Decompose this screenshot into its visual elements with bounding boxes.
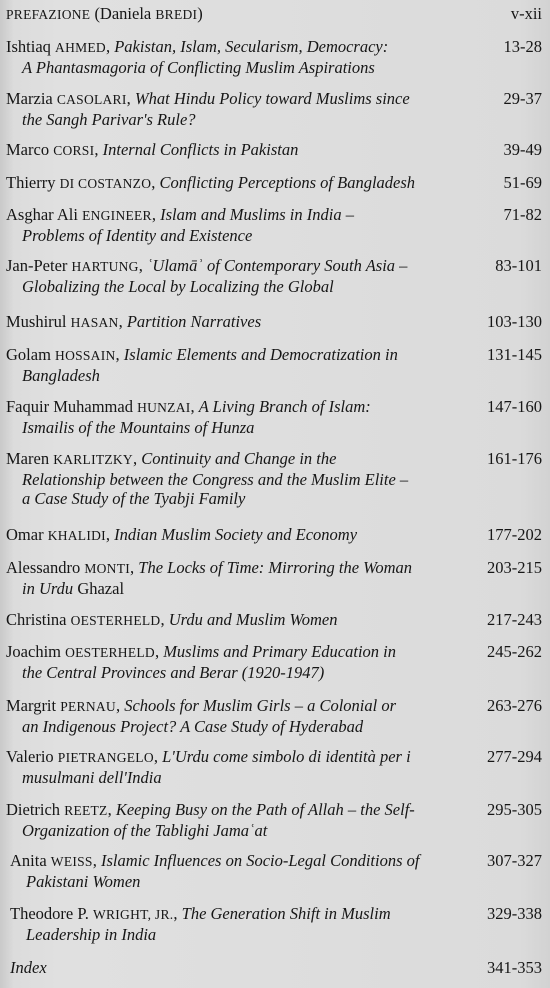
toc-title: Muslims and Primary Education in: [163, 642, 397, 661]
toc-title: Indian Muslim Society and Economy: [114, 525, 358, 544]
toc-line: [6, 256, 446, 277]
toc-surname: WRIGHT, JR.: [92, 907, 174, 922]
toc-author: (Daniela: [90, 4, 156, 23]
toc-page-range: 103-130: [487, 312, 542, 331]
toc-separator: ,: [92, 851, 101, 870]
toc-line: [6, 4, 446, 25]
toc-title: Urdu and Muslim Women: [168, 610, 338, 629]
toc-separator: ,: [115, 696, 125, 715]
toc-author: Asghar Ali: [6, 205, 83, 224]
toc-separator: ,: [94, 140, 103, 159]
toc-separator: ,: [105, 525, 115, 544]
toc-line: [10, 851, 446, 872]
toc-surname: CORSI: [53, 143, 95, 158]
toc-title-continuation: [6, 579, 446, 599]
toc-author: Faquir Muhammad: [6, 397, 138, 416]
toc-surname: HASAN: [70, 315, 119, 330]
toc-title: Islam and Muslims in India –: [160, 205, 354, 224]
toc-line: [6, 525, 446, 546]
toc-separator: ,: [190, 397, 199, 416]
toc-author: Margrit: [6, 696, 61, 715]
toc-line: [6, 345, 446, 366]
toc-surname: REETZ: [64, 803, 108, 818]
toc-author: Christina: [6, 610, 71, 629]
toc-surname: OESTERHELD: [70, 613, 161, 628]
toc-separator: ,: [160, 610, 169, 629]
toc-line: [6, 312, 446, 333]
toc-line: [6, 205, 446, 226]
toc-page-range: 263-276: [487, 696, 542, 715]
toc-author: ): [197, 4, 203, 23]
toc-title: A Living Branch of Islam:: [198, 397, 371, 416]
toc-title: Partition Narratives: [126, 312, 262, 331]
toc-title: Keeping Busy on the Path of Allah – the Self-: [115, 800, 415, 819]
toc-separator: ,: [151, 173, 160, 192]
toc-title-part: in Urdu: [22, 578, 74, 598]
toc-title-continuation: Ismailis of the Mountains of Hunza: [22, 417, 255, 437]
toc-page-range: 147-160: [487, 397, 542, 416]
toc-line: [6, 173, 446, 194]
toc-page-range: 13-28: [503, 37, 542, 56]
toc-separator: ,: [151, 205, 161, 224]
toc-title: What Hindu Policy toward Muslims since: [134, 89, 410, 108]
toc-separator: ,: [130, 558, 139, 577]
toc-author: Ishtiaq: [6, 37, 56, 56]
toc-author: Marzia: [6, 89, 57, 108]
toc-line: [6, 89, 446, 110]
toc-surname: PERNAU: [60, 699, 116, 714]
toc-author: Theodore P.: [10, 904, 93, 923]
toc-title: Pakistan, Islam, Secularism, Democracy:: [114, 37, 389, 56]
toc-page-range: 29-37: [503, 89, 542, 108]
toc-title-continuation: the Central Provinces and Berar (1920-1947): [22, 662, 325, 682]
toc-title: Islamic Influences on Socio-Legal Conditions of: [100, 851, 420, 870]
toc-author: Mushirul: [6, 312, 71, 331]
toc-title: L'Urdu come simbolo di identità per i: [162, 747, 411, 766]
toc-author: Thierry: [6, 173, 60, 192]
toc-page-range: 83-101: [495, 256, 542, 275]
toc-title-roman-part: Ghazal: [73, 578, 125, 598]
toc-line: [6, 449, 446, 470]
toc-author: Marco: [6, 140, 54, 159]
toc-author: Joachim: [6, 642, 66, 661]
toc-surname: KHALIDI: [47, 528, 106, 543]
toc-surname: PIETRANGELO: [57, 750, 154, 765]
toc-surname: MONTI: [84, 561, 131, 576]
toc-line: [6, 696, 446, 717]
toc-line: [10, 904, 446, 925]
toc-page-range: 39-49: [503, 140, 542, 159]
toc-surname: AHMED: [55, 40, 106, 55]
toc-surname: HOSSAIN: [55, 348, 116, 363]
toc-surname: OESTERHELD: [65, 645, 155, 660]
toc-separator: ,: [132, 449, 142, 468]
toc-title-continuation: a Case Study of the Tyabji Family: [22, 489, 246, 508]
toc-surname: BREDI: [155, 7, 198, 22]
toc-page-range: 161-176: [487, 449, 542, 468]
toc-title-continuation: Globalizing the Local by Localizing the Global: [22, 276, 334, 296]
toc-title-continuation: Relationship between the Congress and the Muslim Elite –: [22, 469, 409, 489]
toc-surname: HARTUNG: [71, 259, 139, 274]
toc-title-continuation: Problems of Identity and Existence: [22, 225, 253, 245]
toc-author: Golam: [6, 345, 56, 364]
toc-title-continuation: the Sangh Parivar's Rule?: [22, 109, 196, 129]
toc-page-range: 177-202: [487, 525, 542, 544]
toc-page-range: 329-338: [487, 904, 542, 923]
toc-title: Index: [10, 958, 47, 977]
toc-title-continuation: Pakistani Women: [26, 871, 141, 891]
toc-surname: DI COSTANZO: [59, 176, 152, 191]
toc-title: The Locks of Time: Mirroring the Woman: [138, 558, 413, 577]
toc-separator: ,: [173, 904, 182, 923]
toc-title: Conflicting Perceptions of Bangladesh: [159, 173, 416, 192]
toc-line: [6, 610, 446, 631]
toc-page-range: v-xii: [510, 4, 542, 23]
toc-line: [6, 140, 446, 161]
toc-line: [6, 800, 446, 821]
toc-line: [6, 37, 446, 58]
toc-page-range: 203-215: [487, 558, 542, 577]
toc-separator: ,: [153, 747, 163, 766]
toc-separator: ,: [105, 37, 115, 56]
toc-separator: ,: [126, 89, 135, 108]
toc-line: [6, 397, 446, 418]
toc-line: [6, 558, 446, 579]
toc-page-range: 307-327: [487, 851, 542, 870]
toc-title-continuation: Leadership in India: [26, 924, 157, 944]
toc-title: Continuity and Change in the: [141, 449, 337, 468]
toc-author: Alessandro: [6, 558, 85, 577]
toc-title: Schools for Muslim Girls – a Colonial or: [124, 696, 397, 715]
toc-author: Omar: [6, 525, 48, 544]
toc-title: Islamic Elements and Democratization in: [123, 345, 398, 364]
toc-title-continuation: an Indigenous Project? A Case Study of Hyderabad: [22, 716, 364, 736]
toc-surname: CASOLARI: [56, 92, 127, 107]
toc-page-range: 131-145: [487, 345, 542, 364]
toc-separator: ,: [115, 345, 124, 364]
toc-author: Anita: [10, 851, 51, 870]
toc-line: [6, 642, 446, 663]
toc-surname: KARLITZKY: [53, 452, 133, 467]
toc-author: Maren: [6, 449, 54, 468]
toc-title-continuation: A Phantasmagoria of Conflicting Muslim Aspirations: [22, 57, 375, 77]
toc-separator: ,: [154, 642, 164, 661]
toc-title-continuation: Organization of the Tablighi Jamaʿat: [22, 820, 268, 840]
toc-page-range: 71-82: [503, 205, 542, 224]
toc-author: Jan-Peter: [6, 256, 72, 275]
toc-line: [6, 747, 446, 768]
toc-surname: PREFAZIONE: [6, 7, 91, 22]
toc-page-range: 295-305: [487, 800, 542, 819]
toc-surname: WEISS: [50, 854, 93, 869]
toc-title: ʿUlamāʾ of Contemporary South Asia –: [146, 256, 408, 275]
toc-page-range: 51-69: [503, 173, 542, 192]
toc-separator: ,: [138, 256, 147, 275]
toc-separator: ,: [107, 800, 116, 819]
toc-author: Valerio: [6, 747, 58, 766]
toc-surname: ENGINEER: [82, 208, 152, 223]
toc-page-range: 245-262: [487, 642, 542, 661]
toc-author: Dietrich: [6, 800, 65, 819]
toc-surname: HUNZAI: [137, 400, 191, 415]
toc-title-continuation: Bangladesh: [22, 365, 100, 385]
toc-page-range: 341-353: [487, 958, 542, 977]
toc-page-range: 217-243: [487, 610, 542, 629]
toc-title: The Generation Shift in Muslim: [181, 904, 391, 923]
toc-separator: ,: [118, 312, 127, 331]
toc-title-continuation: musulmani dell'India: [22, 767, 162, 787]
toc-title: Internal Conflicts in Pakistan: [102, 140, 299, 159]
toc-page-range: 277-294: [487, 747, 542, 766]
